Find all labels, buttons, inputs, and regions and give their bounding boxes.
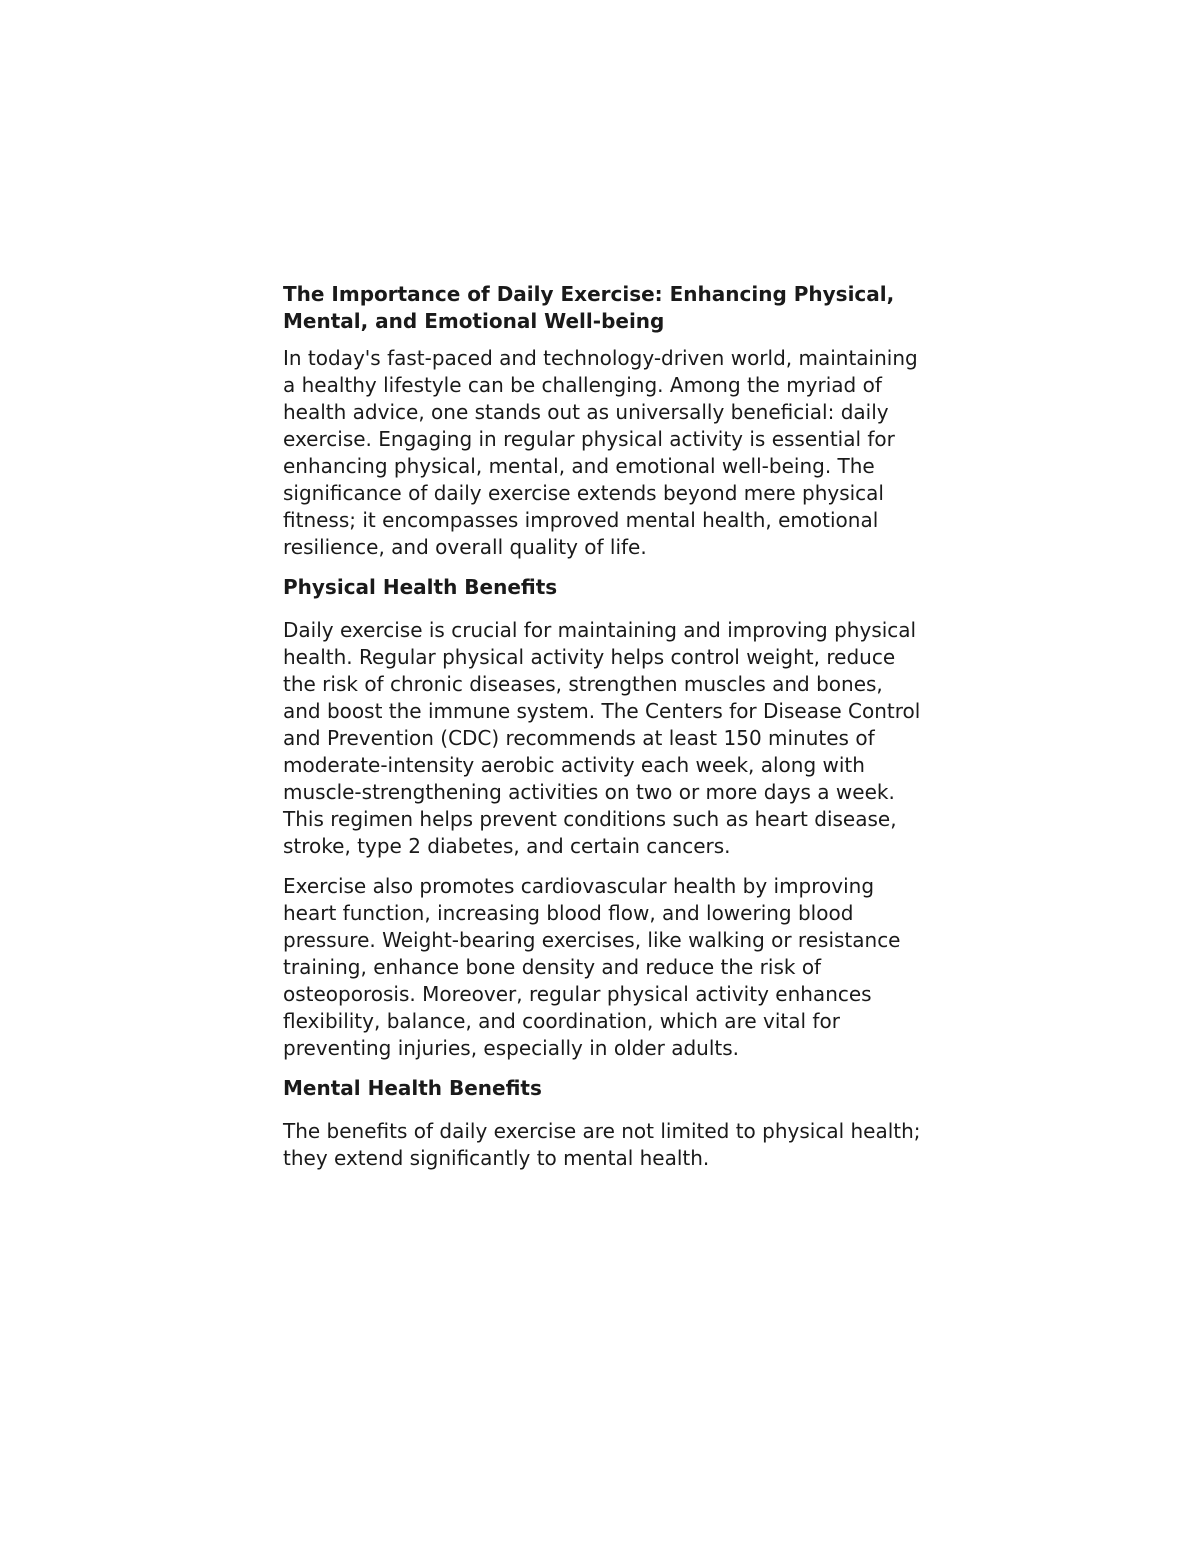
document-body [283, 281, 923, 1185]
intro-paragraph: In today's fast-paced and technology-driven world, maintaining a healthy lifestyle can be challenging. Among the myriad of health advice, one stands out as universally beneficial: daily exercise. Engaging in regular physical activity is essential for enhancing physical, mental, and emotional well-being. The significance of daily exercise extends beyond mere physical fitness; it encompasses improved mental health, emotional resilience, and overall quality of life. [283, 346, 918, 559]
document-title: The Importance of Daily Exercise: Enhancing Physical, Mental, and Emotional Well-being [283, 282, 895, 333]
paragraph-physical-1: Daily exercise is crucial for maintaining and improving physical health. Regular physical activity helps control weight, reduce the risk of chronic diseases, strengthen muscles and bones, and boost the immune system. The Centers for Disease Control and Prevention (CDC) recommends at least 150 minutes of moderate-intensity aerobic activity each week, along with muscle-strengthening activities on two or more days a week. This regimen helps prevent conditions such as heart disease, stroke, type 2 diabetes, and certain cancers. [283, 618, 921, 858]
section-heading-physical: Physical Health Benefits [283, 575, 558, 599]
section-heading-mental: Mental Health Benefits [283, 1076, 542, 1100]
paragraph-mental-1: The benefits of daily exercise are not limited to physical health; they extend significantly to mental health. [283, 1119, 921, 1170]
paragraph-physical-2: Exercise also promotes cardiovascular health by improving heart function, increasing blood flow, and lowering blood pressure. Weight-bearing exercises, like walking or resistance training, enhance bone density and reduce the risk of osteoporosis. Moreover, regular physical activity enhances flexibility, balance, and coordination, which are vital for preventing injuries, especially in older adults. [283, 874, 901, 1060]
